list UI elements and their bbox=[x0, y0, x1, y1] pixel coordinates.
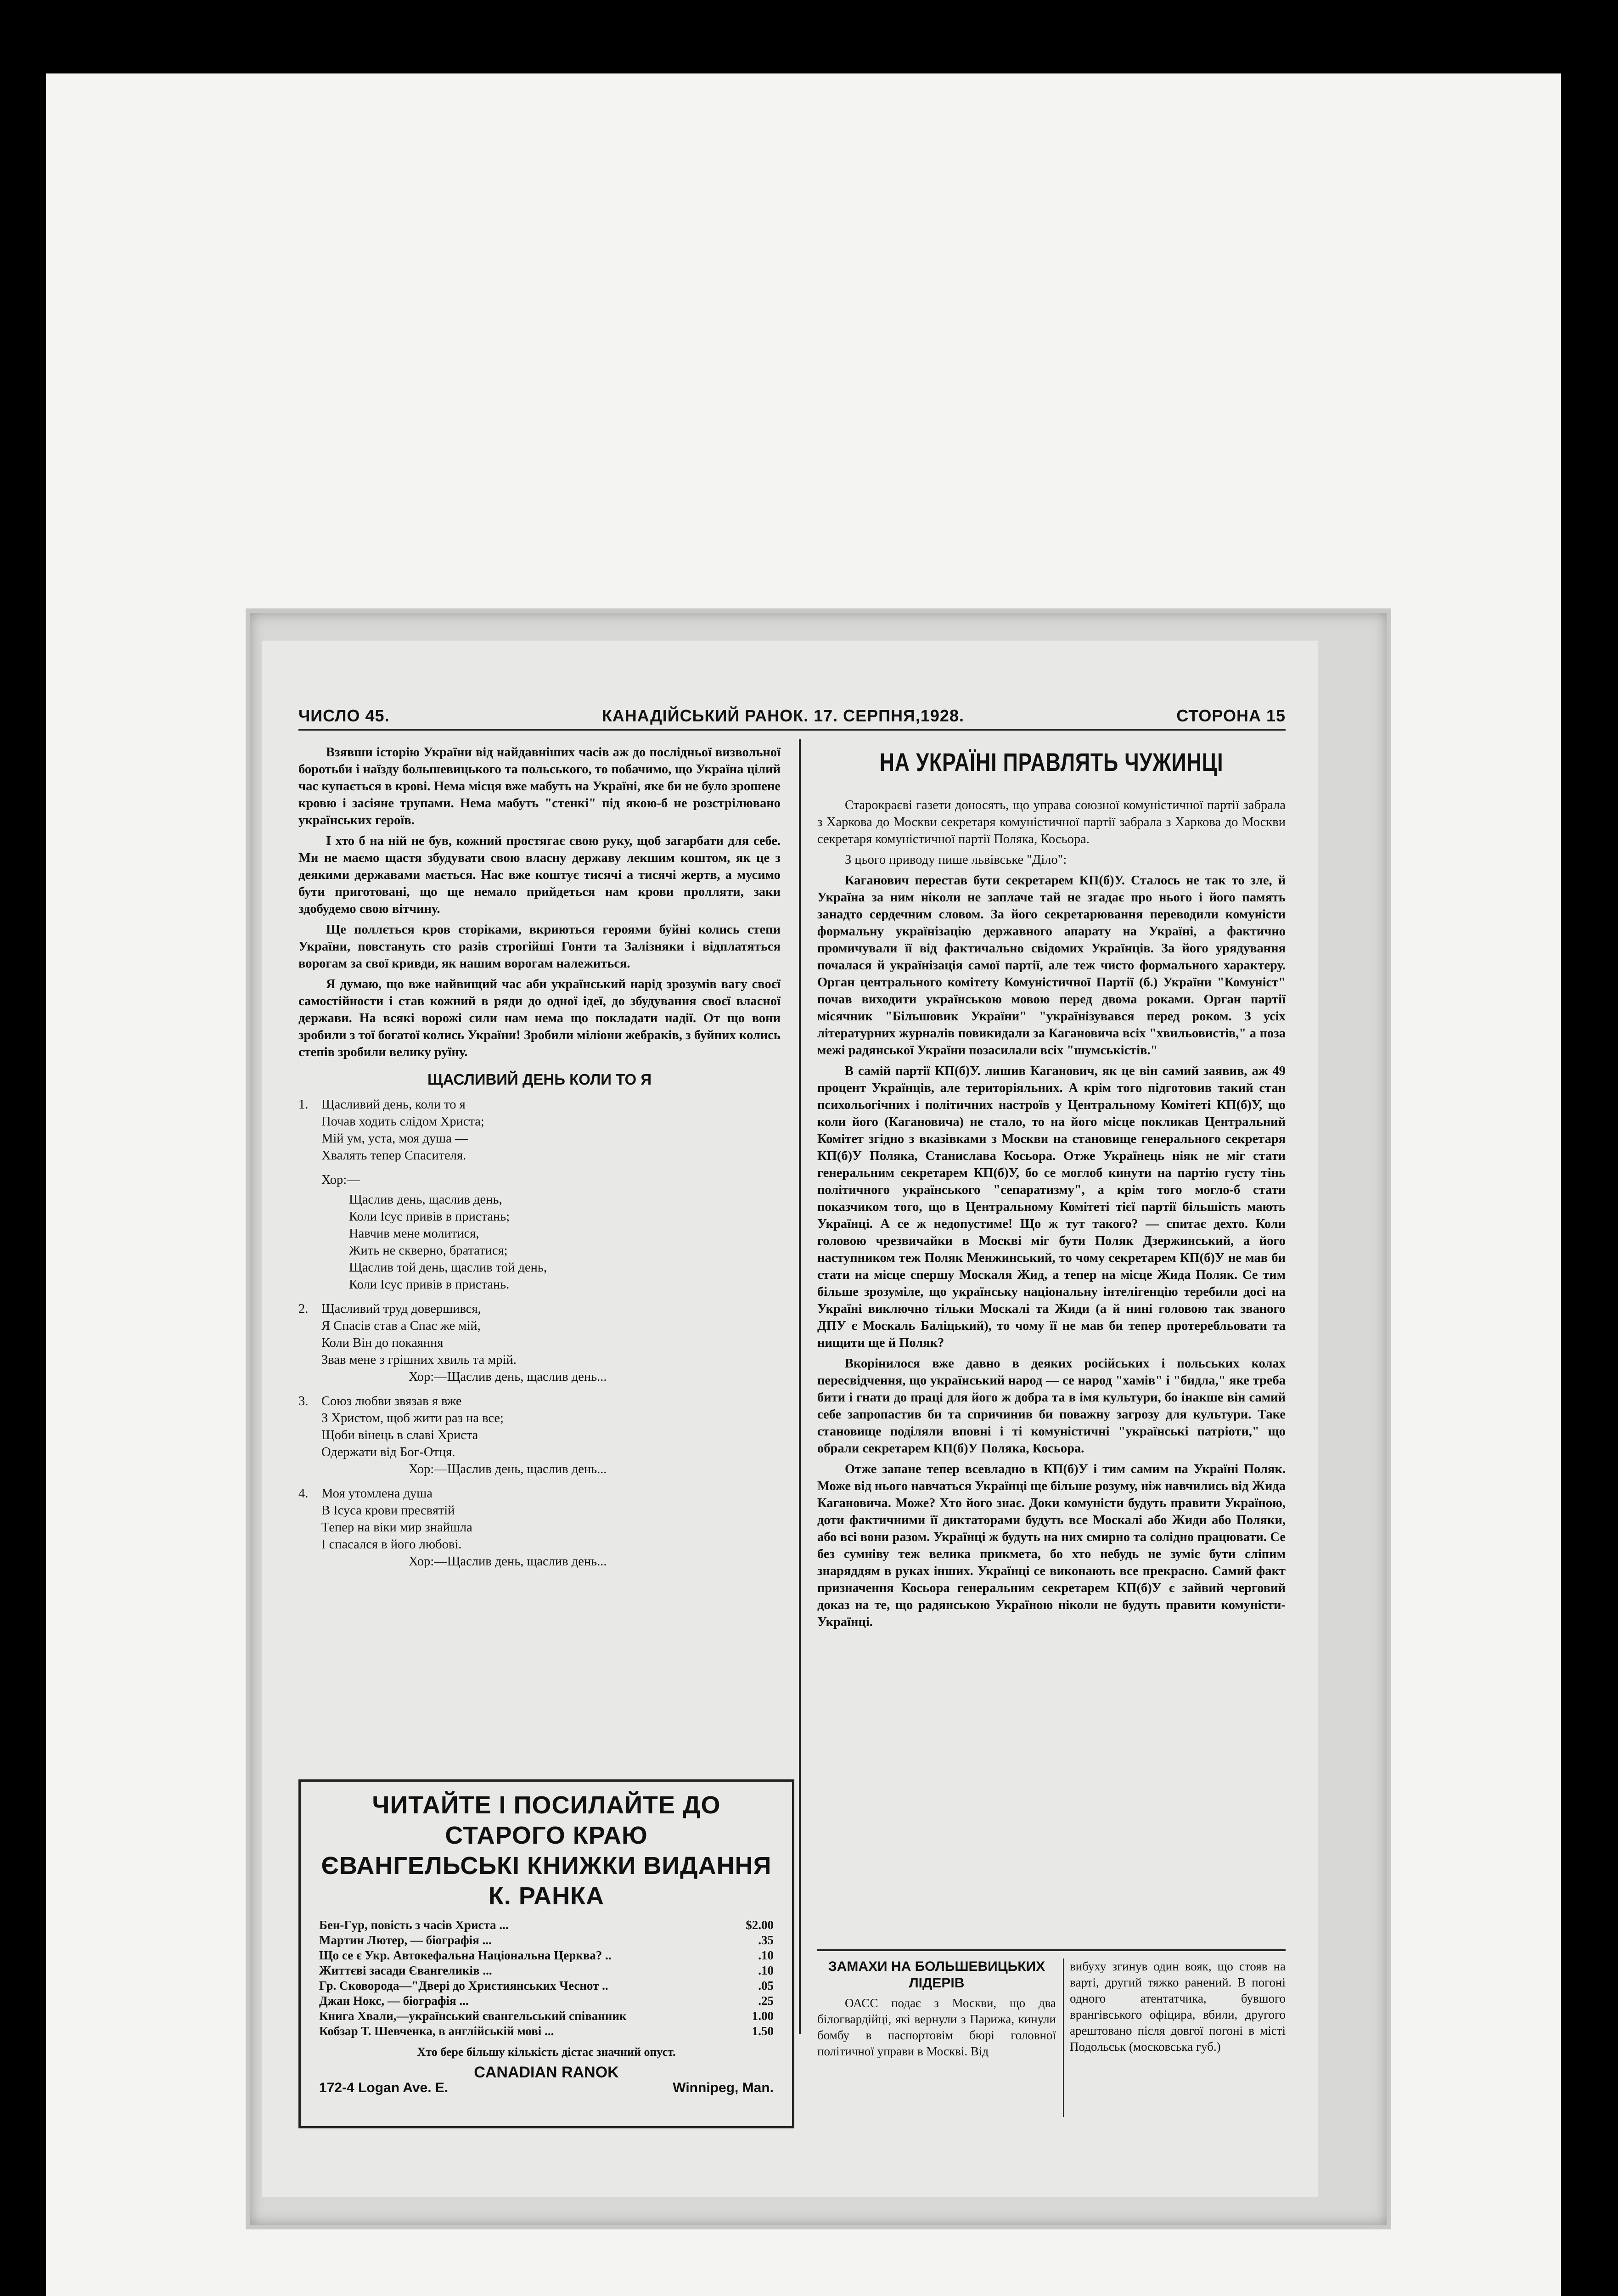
issue-number: ЧИСЛО 45. bbox=[298, 706, 390, 725]
list-item bbox=[319, 1978, 774, 1993]
hymn-stanza-2 bbox=[298, 1300, 781, 1385]
hymn-line: Хвалять тепер Спасителя. bbox=[321, 1148, 466, 1163]
hymn-line: І спасался в його любові. bbox=[321, 1537, 462, 1552]
paragraph: Старокраєві газети доносять, що управа союзної комуністичної партії забрала з Харкова до Москви секретаря комуністичної партії забрала з Харкова до Москви секретаря комуністичної партії Поляка, Косьора. bbox=[817, 798, 1286, 846]
hymn-line: Щаслив той день, щаслив той день, bbox=[349, 1261, 547, 1275]
ad-subtitle: ЄВАНГЕЛЬСЬКІ КНИЖКИ ВИДАННЯ К. РАНКА bbox=[321, 1852, 772, 1910]
hymn-line: Коли Ісус привів в пристань. bbox=[349, 1277, 510, 1292]
hymn-title: ЩАСЛИВИЙ ДЕНЬ КОЛИ ТО Я bbox=[427, 1071, 652, 1088]
paragraph: Ще поллється кров сторіками, вкриються героями буйні колись степи України, повстануть сто разів строгійші Гонти та Залізняки і відплатяться ворогам за свої кривди, як нашим ворогам належиться. bbox=[298, 923, 781, 971]
paragraph: Я думаю, що вже найвищий час аби український нарід зрозумів вагу своєї самостійности і став кожний в ряди до одної ідеї, до збудування своєї власної держави. На всякі ворожі сили нам нема що покладати надії. От що вони зробили з тої богатої колись України! Зробили міліони жебраків, з буйних колись степів зробили велику руїну. bbox=[298, 977, 781, 1059]
stanza-number: 4. bbox=[298, 1486, 309, 1501]
stanza-number: 2. bbox=[298, 1302, 309, 1316]
hymn-line: Союз любви звязав я вже bbox=[321, 1394, 462, 1408]
hymn-line: Щаслив день, щаслив день, bbox=[349, 1193, 502, 1207]
ad-publisher: CANADIAN RANOK bbox=[474, 2064, 619, 2081]
hymn-line: В Ісуса крови пресвятій bbox=[321, 1503, 455, 1518]
paragraph: І хто б на ній не був, кожний простягає свою руку, щоб загарбати для себе. Ми не маємо щастя збудувати свою власну державу лекшим коштом, як це з деякими державами мається. Нас вже коштує тисячі а тисячі жертв, а мусимо бути приготовані, що ще немало прийдеться нам крови пролляти, заки здобудемо свою вітчину. bbox=[298, 834, 781, 916]
book-name: Кобзар Т. Шевченка, в англійській мові ... bbox=[319, 2024, 554, 2038]
ad-address bbox=[319, 2080, 774, 2095]
chorus-label: Хор:— bbox=[321, 1173, 360, 1187]
hymn-line: Моя утомлена душа bbox=[321, 1486, 433, 1501]
refrain: Хор:—Щаслив день, щаслив день... bbox=[409, 1554, 607, 1569]
column-rule bbox=[799, 739, 801, 2034]
book-price: .10 bbox=[758, 1964, 774, 1977]
paragraph: ОАСС подає з Москви, що два білогвардійці, які вернули з Парижа, кинули бомбу в паспортовім бюрі головної політичної управи в Москві. Від bbox=[817, 1996, 1056, 2058]
paragraph: Вкорінилося вже давно в деяких російських і польських колах пересвідчення, що український народ — се народ "хамів" і "бидла," яке треба бити і гнати до праці для його ж добра та в імя культури, бо інакше він самий себе запропастив би та спричинив би поважну загрозу для культури. Таке становище поділяли вповні і ті комуністичні "українські патріоти," що обрали секретарем КП(б)У Поляка, Косьора. bbox=[817, 1356, 1286, 1456]
hymn-line: Звав мене з грішних хвиль та мрій. bbox=[321, 1353, 517, 1367]
city: Winnipeg, Man. bbox=[673, 2080, 774, 2095]
book-price: .25 bbox=[758, 1994, 774, 2008]
ad-discount-note: Хто бере більшу кількість дістає значний опуст. bbox=[417, 2045, 676, 2059]
hymn-line: Мій ум, уста, моя душа — bbox=[321, 1131, 468, 1146]
article-rule bbox=[817, 1949, 1286, 1951]
book-price: .35 bbox=[758, 1933, 774, 1947]
hymn-line: Жить не скверно, брататися; bbox=[349, 1244, 508, 1258]
book-price: 1.50 bbox=[752, 2024, 774, 2038]
hymn-stanza-1 bbox=[298, 1096, 781, 1164]
hymn-line: Щасливий день, коли то я bbox=[321, 1097, 466, 1112]
book-price: 1.00 bbox=[752, 2009, 774, 2023]
newspaper-page bbox=[262, 641, 1318, 2197]
list-item bbox=[319, 1933, 774, 1948]
list-item bbox=[319, 1918, 774, 1933]
running-head bbox=[298, 698, 1286, 726]
hymn-line: Щоби вінець в славі Христа bbox=[321, 1428, 478, 1442]
hymn-line: Тепер на віки мир знайшла bbox=[321, 1520, 472, 1535]
hymn-chorus bbox=[298, 1191, 781, 1293]
book-name: Що се є Укр. Автокефальна Національна Церква? .. bbox=[319, 1948, 612, 1962]
hymn-line: З Христом, щоб жити раз на все; bbox=[321, 1411, 504, 1425]
street-address: 172-4 Logan Ave. E. bbox=[319, 2080, 449, 2095]
stanza-number: 1. bbox=[298, 1097, 309, 1112]
refrain: Хор:—Щаслив день, щаслив день... bbox=[409, 1462, 607, 1476]
book-price: $2.00 bbox=[746, 1918, 774, 1932]
book-advertisement bbox=[298, 1779, 794, 2128]
hymn-line: Коли Він до покаяння bbox=[321, 1336, 444, 1350]
stanza-number: 3. bbox=[298, 1394, 309, 1408]
list-item bbox=[319, 2024, 774, 2039]
list-item bbox=[319, 1948, 774, 1963]
paragraph: Отже запане тепер всевладно в КП(б)У і тим самим на Україні Поляк. Може від нього навчаться Українці ще більше розуму, ніж навчились від Жида Кагановича. Може? Хто його знає. Доки комуністи будуть правити Україною, доти фактичними її диктаторами будуть все Москалі або Жиди або Поляки, або всі вони разом. Українці ж будуть на них смирно та солідно працювати. Се без сумніву теж велика прикмета, бо хто небудь не зуміє бути сліпим знаряддям в руках інших. Українці се виконають все прекрасно. Самий факт призначення Косьора генеральним секретарем КП(б)У є зайвий черговий доказ на те, що радянською Україною ніколи не будуть правити комуністи-Українці. bbox=[817, 1462, 1286, 1629]
book-price: .05 bbox=[758, 1979, 774, 1992]
paragraph: Каганович перестав бути секретарем КП(б)У. Сталось не так то зле, й Україна за ним ніколи не заплаче тай не згадає про нього і його память занадто сердечним словом. За його секретарювання переводили комуністи формальну українізацію державного апарату на Україні, а фактично промичували її від фактичально свідомих Українців. За його урядування почалася й українізація самої партії, але теж чисто формального характеру. Орган центрального комітету Комуністичної Партії (б.) України "Комуніст" почав виходити українською мовою перед двома роками. Орган партії місячник "Більшовик України" "українізувався перед роком. З усіх літературних журналів повикидали за Кагановича всіх "хвильовистів," а поза межі радянської України позасилали всіх "шумськістів." bbox=[817, 873, 1286, 1058]
hymn-stanza-3 bbox=[298, 1393, 781, 1478]
page-number: СТОРОНА 15 bbox=[1176, 706, 1286, 725]
hymn-line: Почав ходить слідом Христа; bbox=[321, 1114, 484, 1129]
book-name: Бен-Гур, повість з часів Христа ... bbox=[319, 1918, 509, 1932]
book-name: Гр. Сковорода—"Двері до Християнських Чеснот .. bbox=[319, 1979, 608, 1992]
paragraph: З цього приводу пише львівське "Діло": bbox=[845, 853, 1067, 867]
hymn-line: Щасливий труд довершився, bbox=[321, 1302, 481, 1316]
ad-price-list bbox=[319, 1918, 774, 2039]
news-item-continued bbox=[1070, 1958, 1286, 2055]
news-title: ЗАМАХИ НА БОЛЬШЕВИЦЬКИХ ЛІДЕРІВ bbox=[828, 1959, 1045, 1991]
book-price: .10 bbox=[758, 1948, 774, 1962]
paragraph: вибуху згинув один вояк, що стояв на варті, другий тяжко ранений. В погоні одного атентатчика, бувшого врангівського офіцира, вбили, другого арештовано після довгої погоні в місті Подольськ (московська губ.) bbox=[1070, 1959, 1286, 2054]
hymn-stanza-4 bbox=[298, 1485, 781, 1570]
list-item bbox=[319, 1963, 774, 1978]
hymn-line: Навчив мене молитися, bbox=[349, 1227, 479, 1241]
list-item bbox=[319, 1993, 774, 2009]
book-name: Книга Хвали,—український євангельський співанник bbox=[319, 2009, 627, 2023]
book-name: Джан Нокс, — біографія ... bbox=[319, 1994, 469, 2008]
paragraph: В самій партії КП(б)У. лишив Каганович, як це він самий заявив, аж 49 процент Українців, але територіяльних. А крім того підготовив такий стан психольогічних і політичних настроїв у Центральному Комітеті КП(б)У, що коли його (Кагановича) не стало, то на його місце покликав Центральний Комітет згідно з вказівками з Москви на становище генерального секретаря КП(б)У Поляка, Станислава Косьора. Отже Українець ніяк не міг стати генеральним секретарем КП(б)У, бо се моглоб кинути на партію густу тінь політичного українського "сепаратизму", а крім того могло-б стати показчиком того, що в Центральному Комітеті тієї партії більшість мають Українці. А се ж недопустиме! Що ж тут такого? — спитає дехто. Коли головою чрезвичайки в Москві міг бути Поляк Дзержинський, а його наступником теж Поляк Менжинський, то чому секретарем КП(б)У не мав би стати на місце спершу Москаля Жид, а тепер на місце Жида Поляк. Се тим більше зрозуміле, що українську національну інтелігенцію теребили досі на Україні виключно тільки Москалі та Жиди (а й нині головою так званого ДПУ є Москаль Баліцький), то чому її не мав би тепер протеребльовати та нищити ще й Поляк? bbox=[817, 1064, 1286, 1350]
list-item bbox=[319, 2009, 774, 2024]
column-rule bbox=[1063, 1958, 1064, 2117]
hymn-line: Коли Ісус привів в пристань; bbox=[349, 1210, 510, 1224]
paragraph: Взявши історію України від найдавніших часів аж до послідньої визвольної боротьби і наїзду большевицького та польського, то побачимо, що Україна цілий час купається в крові. Нема місця вже мабуть на Україні, яке би не було зрошене кровю і засіяне трупами. Нема мабуть "стенкі" під якою-б не розстрілювано українських героїв. bbox=[298, 745, 781, 827]
hymn-line: Я Спасів став а Спас же мій, bbox=[321, 1319, 481, 1333]
refrain: Хор:—Щаслив день, щаслив день... bbox=[409, 1370, 607, 1384]
book-name: Мартин Лютер, — біографія ... bbox=[319, 1933, 492, 1947]
article-title: НА УКРАЇНІ ПРАВЛЯТЬ ЧУЖИНЦІ bbox=[879, 748, 1224, 777]
header-rule bbox=[298, 729, 1286, 731]
right-column bbox=[817, 742, 1286, 1634]
news-item bbox=[817, 1958, 1056, 2060]
book-name: Життєві засади Євангеликів ... bbox=[319, 1964, 492, 1977]
ad-title: ЧИТАЙТЕ І ПОСИЛАЙТЕ ДО СТАРОГО КРАЮ bbox=[372, 1791, 721, 1849]
masthead-date: КАНАДІЙСЬКИЙ РАНОК. 17. СЕРПНЯ,1928. bbox=[601, 706, 964, 725]
hymn-line: Одержати від Бог-Отця. bbox=[321, 1445, 455, 1459]
